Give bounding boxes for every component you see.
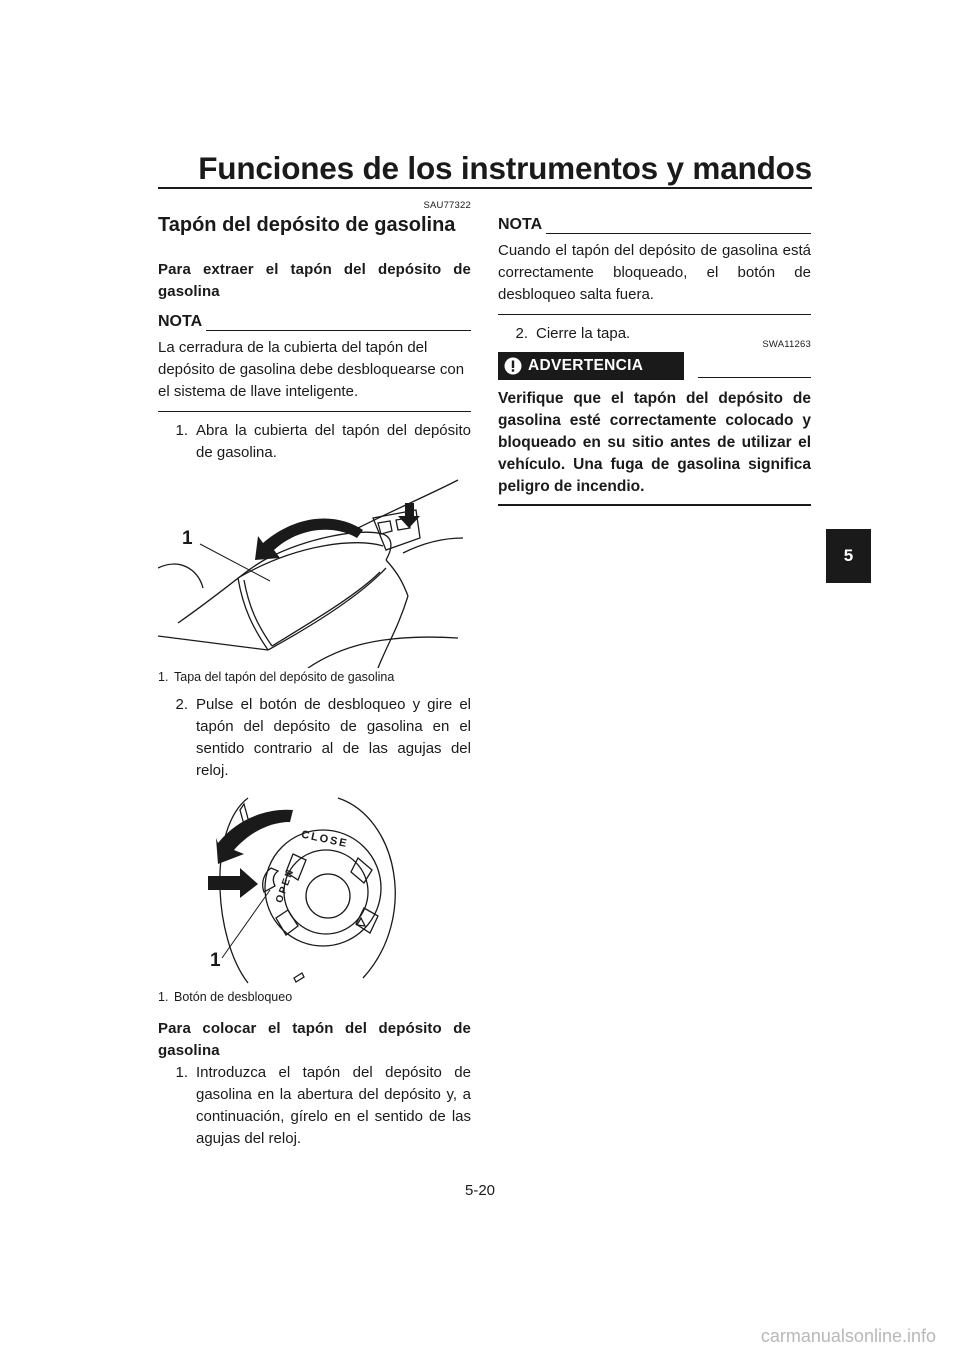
remove-step-1	[158, 420, 471, 464]
step-text: Abra la cubierta del tapón del depósito de gasolina.	[196, 422, 471, 461]
note-header	[158, 313, 471, 331]
step-number: 2.	[515, 325, 528, 342]
note-label: NOTA	[498, 216, 543, 233]
step-text: Cierre la tapa.	[536, 325, 631, 342]
page-number: 5-20	[464, 1182, 496, 1199]
caption-number: 1.	[158, 990, 169, 1004]
warning-badge	[498, 352, 684, 380]
remove-step-2	[158, 694, 471, 782]
ring-close-label: CLOSE	[300, 828, 350, 851]
install-step-1	[158, 1062, 471, 1150]
step-number: 1.	[175, 422, 188, 439]
left-column	[158, 200, 471, 1150]
caption-text: Botón de desbloqueo	[174, 990, 293, 1004]
remove-heading: Para extraer el tapón del depósito de gasolina	[158, 261, 471, 300]
caption-number: 1.	[158, 670, 169, 684]
note-header	[498, 216, 811, 234]
ring-open-label: OPEN	[273, 866, 297, 905]
fuel-cap-cover-illustration	[158, 468, 471, 668]
right-column	[498, 216, 811, 506]
install-heading: Para colocar el tapón del depósito de gasolina	[158, 1020, 471, 1059]
figure2-caption	[158, 990, 471, 1004]
warning-body: Verifique que el tapón del depósito de gasolina esté correctamente colocado y bloqueado en su sitio antes de utilizar el vehículo. Una fuga de gasolina significa peligro de incendio.	[498, 380, 811, 506]
warning-header	[498, 352, 811, 380]
page-header-title: Funciones de los instrumentos y mandos	[198, 150, 812, 186]
section-code: SAU77322	[423, 200, 471, 211]
watermark: carmanualsonline.info	[760, 1326, 936, 1346]
figure2-callout: 1	[210, 950, 221, 971]
note-rule	[206, 316, 471, 331]
figure1-callout: 1	[182, 528, 193, 549]
warning-label: ADVERTENCIA	[528, 357, 644, 374]
note-body: La cerradura de la cubierta del tapón del depósito de gasolina debe desbloquearse con el sistema de llave inteligente.	[158, 331, 471, 412]
step-number: 1.	[175, 1064, 188, 1081]
note-label: NOTA	[158, 313, 203, 330]
note-rule	[546, 219, 811, 234]
header-rule	[158, 187, 812, 189]
chapter-tab: 5	[826, 529, 871, 583]
caption-text: Tapa del tapón del depósito de gasolina	[174, 670, 395, 684]
step-text: Pulse el botón de desbloqueo y gire el tapón del depósito de gasolina en el sentido contrario al de las agujas del reloj.	[196, 696, 471, 779]
figure-fuel-tank-cap	[158, 788, 471, 988]
step-text: Introduzca el tapón del depósito de gasolina en la abertura del depósito y, a continuación, gírelo en el sentido de las agujas del reloj.	[196, 1064, 471, 1147]
warning-code: SWA11263	[762, 339, 811, 350]
warning-icon	[504, 357, 522, 375]
section-title: Tapón del depósito de gasolina	[158, 214, 456, 236]
fuel-tank-cap-illustration	[158, 788, 471, 988]
step-number: 2.	[175, 696, 188, 713]
note-body: Cuando el tapón del depósito de gasolina está correctamente bloqueado, el botón de desbloqueo salta fuera.	[498, 234, 811, 315]
warning-rule	[698, 355, 811, 378]
figure-fuel-cap-cover	[158, 468, 471, 668]
figure1-caption	[158, 670, 471, 684]
